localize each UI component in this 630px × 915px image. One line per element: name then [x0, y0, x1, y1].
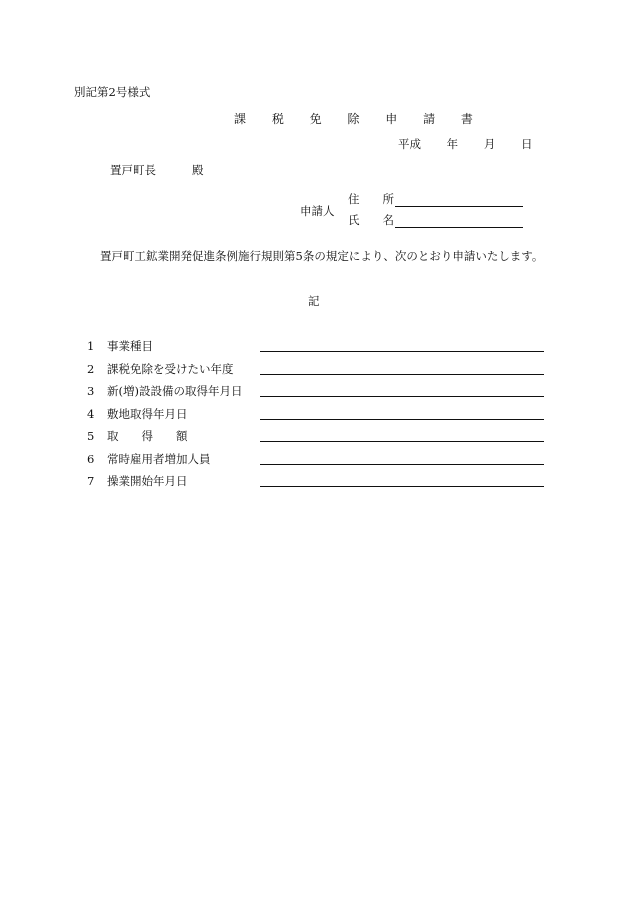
- date-era: 平成: [398, 137, 421, 151]
- body-text: 置戸町工鉱業開発促進条例施行規則第5条の規定により、次のとおり申請いたします。: [100, 249, 544, 263]
- item-list: [87, 338, 242, 496]
- document-title: 課 税 免 除 申 請 書: [234, 112, 484, 126]
- item-number: 3: [87, 384, 95, 398]
- list-item: [87, 451, 242, 474]
- item-label: 事業種目: [107, 339, 153, 353]
- item-number: 4: [87, 406, 95, 421]
- date-line: [398, 136, 532, 152]
- ki-heading: 記: [308, 294, 320, 308]
- address-row: [348, 191, 523, 207]
- addressee-name: 置戸町長: [110, 163, 156, 177]
- item-field[interactable]: [260, 374, 544, 375]
- item-field[interactable]: [260, 486, 544, 487]
- item-number: 6: [87, 451, 95, 466]
- address-label: 住 所: [348, 192, 394, 206]
- item-number: 1: [87, 339, 95, 353]
- item-field[interactable]: [260, 396, 544, 397]
- item-number: 5: [87, 429, 95, 443]
- item-label: 新(増)設設備の取得年月日: [107, 384, 243, 398]
- list-item: [87, 383, 242, 406]
- item-label: 課税免除を受けたい年度: [107, 361, 234, 376]
- address-field[interactable]: [395, 194, 523, 207]
- item-field[interactable]: [260, 419, 544, 420]
- applicant-label: 申請人: [300, 204, 335, 218]
- date-day: 日: [520, 137, 533, 151]
- item-field[interactable]: [260, 351, 544, 352]
- item-label: 敷地取得年月日: [107, 406, 188, 421]
- date-month: 月: [483, 137, 496, 151]
- addressee: [110, 162, 204, 178]
- list-item: [87, 338, 242, 361]
- item-field[interactable]: [260, 464, 544, 465]
- addressee-honorific: 殿: [192, 163, 204, 177]
- name-field[interactable]: [395, 215, 523, 228]
- list-item: [87, 428, 242, 451]
- item-number: 7: [87, 474, 95, 488]
- date-year: 年: [446, 137, 459, 151]
- form-id: 別記第2号様式: [74, 85, 151, 99]
- item-number: 2: [87, 361, 95, 376]
- name-label: 氏 名: [348, 213, 394, 227]
- item-label: 取 得 額: [107, 429, 188, 443]
- name-row: [348, 212, 523, 228]
- item-label: 操業開始年月日: [107, 474, 188, 488]
- list-item: [87, 473, 242, 496]
- list-item: [87, 361, 242, 384]
- list-item: [87, 406, 242, 429]
- item-label: 常時雇用者増加人員: [107, 451, 211, 466]
- item-field[interactable]: [260, 441, 544, 442]
